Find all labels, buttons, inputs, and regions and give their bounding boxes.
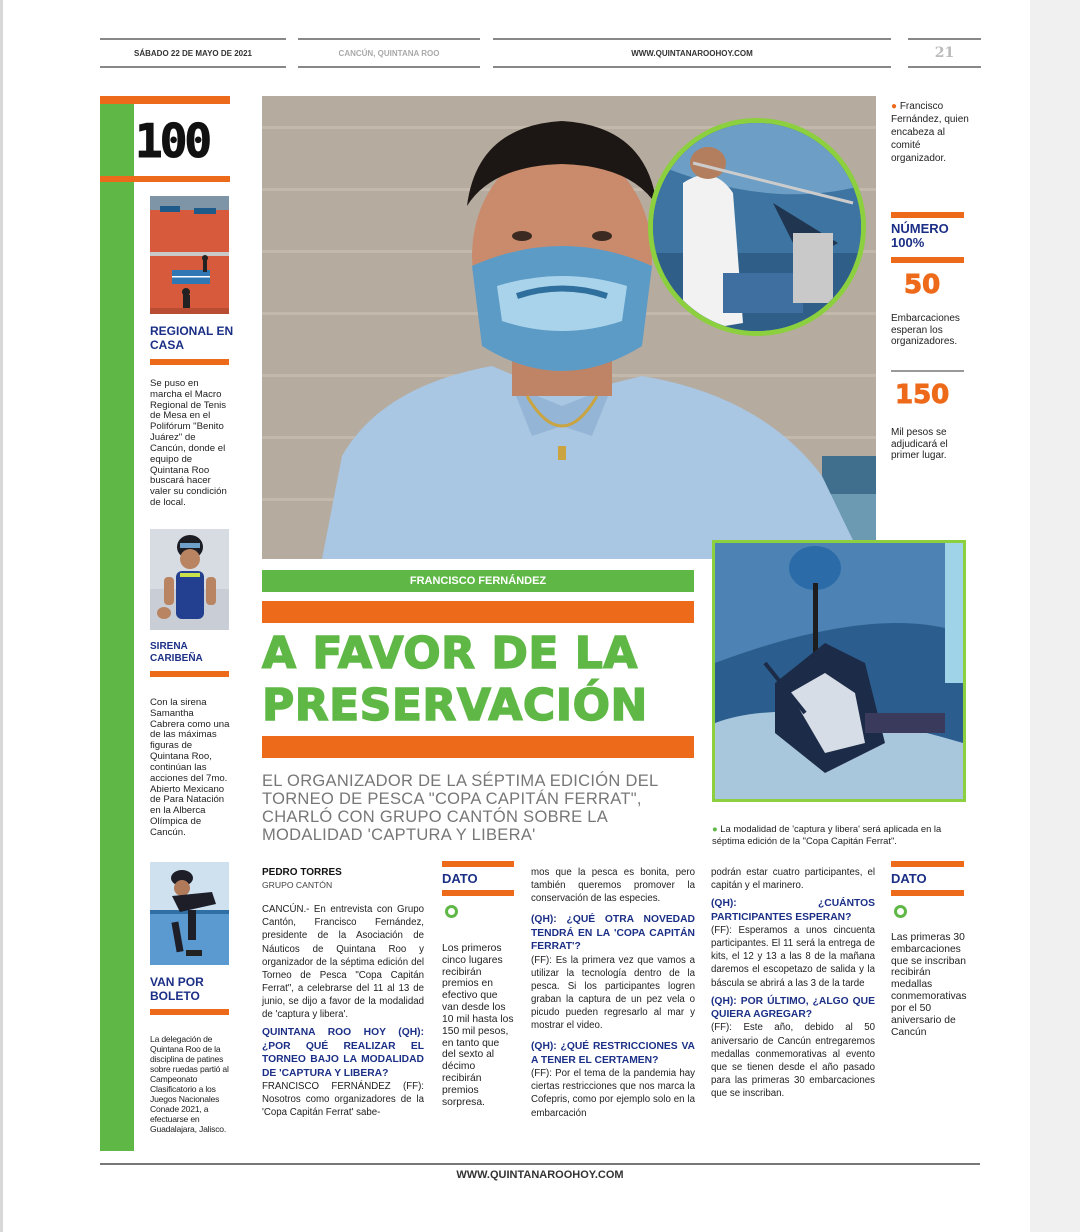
answer-1-end: mos que la pesca es bonita, pero también queremos promover la conservación de las especies. bbox=[531, 867, 695, 905]
article-headline: A FAVOR DE LA PRESERVACIÓN bbox=[262, 628, 648, 731]
headline-band-bottom bbox=[262, 736, 694, 758]
headline-band-top bbox=[262, 601, 694, 623]
sidebar-text-regional: Se puso en marcha el Macro Regional de Tenis de Mesa en el Polifórum "Benito Juárez" de Cancún, donde el equipo de Quintana Roo buscará hacer valer su condición de local. bbox=[150, 378, 227, 509]
sidebar-top-rule bbox=[100, 96, 230, 104]
header-city: CANCÚN, QUINTANA ROO bbox=[298, 38, 480, 68]
dato-2-text: Las primeras 30 embarcaciones que se inscriban recibirán medallas conmemorativas por el 50 aniversario de Cancún bbox=[891, 932, 967, 1038]
sidebar-text-boleto: La delegación de Quintana Roo de la disciplina de patines sobre ruedas partió al Campeonato Clasificatorio a los Juegos Nacionales Conade 2021, a efectuarse en Guadalajara, Jalisco. bbox=[150, 1034, 229, 1135]
sidebar-text-sirena: Con la sirena Samantha Cabrera como una de las máximas figuras de Quintana Roo, continúan las acciones del 7mo. Abierto Mexicano de Para Natación en la Alberca Olímpica de Cancún. bbox=[150, 697, 230, 838]
question-4: (QH): ¿CUÁNTOS PARTICIPANTES ESPERAN? bbox=[711, 898, 875, 923]
logo-rule bbox=[100, 176, 230, 182]
page-number: 21 bbox=[908, 38, 981, 68]
marlin-photo-caption: ● La modalidad de 'captura y libera' será aplicada en la séptima edición de la "Copa Capitán Ferrat". bbox=[712, 823, 942, 847]
article-column-1 bbox=[262, 866, 424, 1124]
sidebar-rule-2 bbox=[150, 671, 229, 677]
dato-1-rule-bottom bbox=[442, 890, 514, 896]
stat-divider bbox=[891, 370, 964, 372]
answer-2: (FF): Es la primera vez que vamos a utilizar la tecnología dentro de la pesca. Si los participantes logren graban la captura de un pez vela o picudo pueden regresarlo al mar y mostrar el video. bbox=[531, 954, 695, 1032]
article-column-2 bbox=[531, 866, 695, 1125]
dato-2-title: DATO bbox=[891, 871, 927, 886]
marlin-photo bbox=[712, 540, 966, 802]
portrait-caption: ● Francisco Fernández, quien encabeza al comité organizador. bbox=[891, 101, 969, 164]
numbers-rule-top bbox=[891, 212, 964, 218]
swimmer-photo bbox=[150, 529, 229, 630]
answer-5: (FF): Este año, debido al 50 aniversario de Cancún entregaremos medallas conmemorativas al evento que se tienen desde el año pasado para las primeras 30 embarcaciones que se inscriban. bbox=[711, 1022, 875, 1100]
numbers-title: NÚMERO 100% bbox=[891, 221, 949, 251]
fisherman-circle-photo bbox=[648, 118, 866, 336]
dato-2-bullet-icon bbox=[894, 905, 907, 918]
header-date: SÁBADO 22 DE MAYO DE 2021 bbox=[100, 38, 286, 68]
answer-3-end: podrán estar cuatro participantes, el capitán y el marinero. bbox=[711, 867, 875, 892]
table-tennis-photo bbox=[150, 196, 229, 314]
article-lead: CANCÚN.- En entrevista con Grupo Cantón, Francisco Fernández, presidente de la Asociación de Náuticos de Quintana Roo y organizador de la séptima edición del Torneo de Pesca "Copa Capitán Ferrat", a celebrarse del 11 al 13 de junio, se dijo a favor de la modalidad de 'captura y libera'. bbox=[262, 904, 424, 1021]
sidebar-green-bar bbox=[100, 96, 134, 1151]
footer-rule bbox=[100, 1163, 980, 1165]
section-logo: 100 bbox=[135, 114, 210, 168]
dato-2-rule-bottom bbox=[891, 890, 964, 896]
sidebar-rule-1 bbox=[150, 359, 229, 365]
numbers-rule-bottom bbox=[891, 257, 964, 263]
stat-text-50: Embarcaciones esperan los organizadores. bbox=[891, 313, 960, 347]
question-1: QUINTANA ROO HOY (QH): ¿POR QUÉ REALIZAR EL TORNEO BAJO LA MODALIDAD DE 'CAPTURA Y LIBERA? bbox=[262, 1027, 424, 1079]
stat-text-150: Mil pesos se adjudicará el primer lugar. bbox=[891, 427, 948, 461]
article-column-3 bbox=[711, 866, 875, 1105]
dato-2-rule-top bbox=[891, 861, 964, 867]
answer-4: (FF): Esperamos a unos cincuenta participantes. El 11 será la entrega de kits, el 12 y 13 a las 8 de la mañana daremos el escopetazo de salida y la báscula se abrirá a las 3 de la tarde bbox=[711, 925, 875, 989]
dato-1-title: DATO bbox=[442, 871, 478, 886]
question-5: (QH): POR ÚLTIMO, ¿ALGO QUE QUIERA AGREGAR? bbox=[711, 995, 875, 1021]
article-kicker: FRANCISCO FERNÁNDEZ bbox=[262, 570, 694, 592]
page-edge-left bbox=[0, 0, 3, 1232]
skater-photo bbox=[150, 862, 229, 965]
sidebar-title-sirena: SIRENA CARIBEÑA bbox=[150, 641, 203, 664]
answer-1-start: FRANCISCO FERNÁNDEZ (FF): Nosotros como organizadores de la 'Copa Capitán Ferrat' sabe- bbox=[262, 1080, 424, 1119]
dato-1-rule-top bbox=[442, 861, 514, 867]
stat-value-150: 150 bbox=[895, 380, 950, 410]
stat-value-50: 50 bbox=[904, 270, 941, 300]
question-2: (QH): ¿QUÉ OTRA NOVEDAD TENDRÁ EN LA 'COPA CAPITÁN FERRAT'? bbox=[531, 914, 695, 953]
header-website: WWW.QUINTANAROOHOY.COM bbox=[493, 38, 891, 68]
sidebar-title-boleto: VAN POR BOLETO bbox=[150, 975, 204, 1004]
sidebar-title-regional: REGIONAL EN CASA bbox=[150, 324, 234, 353]
page-edge-right bbox=[1030, 0, 1080, 1232]
article-deck: EL ORGANIZADOR DE LA SÉPTIMA EDICIÓN DEL TORNEO DE PESCA "COPA CAPITÁN FERRAT", CHARLÓ CON GRUPO CANTÓN SOBRE LA MODALIDAD 'CAPTURA Y LIBERA' bbox=[262, 772, 658, 844]
question-3: (QH): ¿QUÉ RESTRICCIONES VA A TENER EL CERTAMEN? bbox=[531, 1041, 695, 1066]
sidebar-rule-3 bbox=[150, 1009, 229, 1015]
dato-1-text: Los primeros cinco lugares recibirán premios en efectivo que van desde los 10 mil hasta los 150 mil pesos, en tanto que del sexto al décimo recibirán premios sorpresa. bbox=[442, 943, 514, 1108]
dato-1-bullet-icon bbox=[445, 905, 458, 918]
footer-website: WWW.QUINTANAROOHOY.COM bbox=[456, 1169, 624, 1181]
author-org: GRUPO CANTÓN bbox=[262, 879, 333, 890]
author-name: PEDRO TORRES bbox=[262, 867, 342, 878]
answer-3-start: (FF): Por el tema de la pandemia hay ciertas restricciones que nos marca la Cofepris, como por ejemplo solo en la embarcación bbox=[531, 1068, 695, 1119]
